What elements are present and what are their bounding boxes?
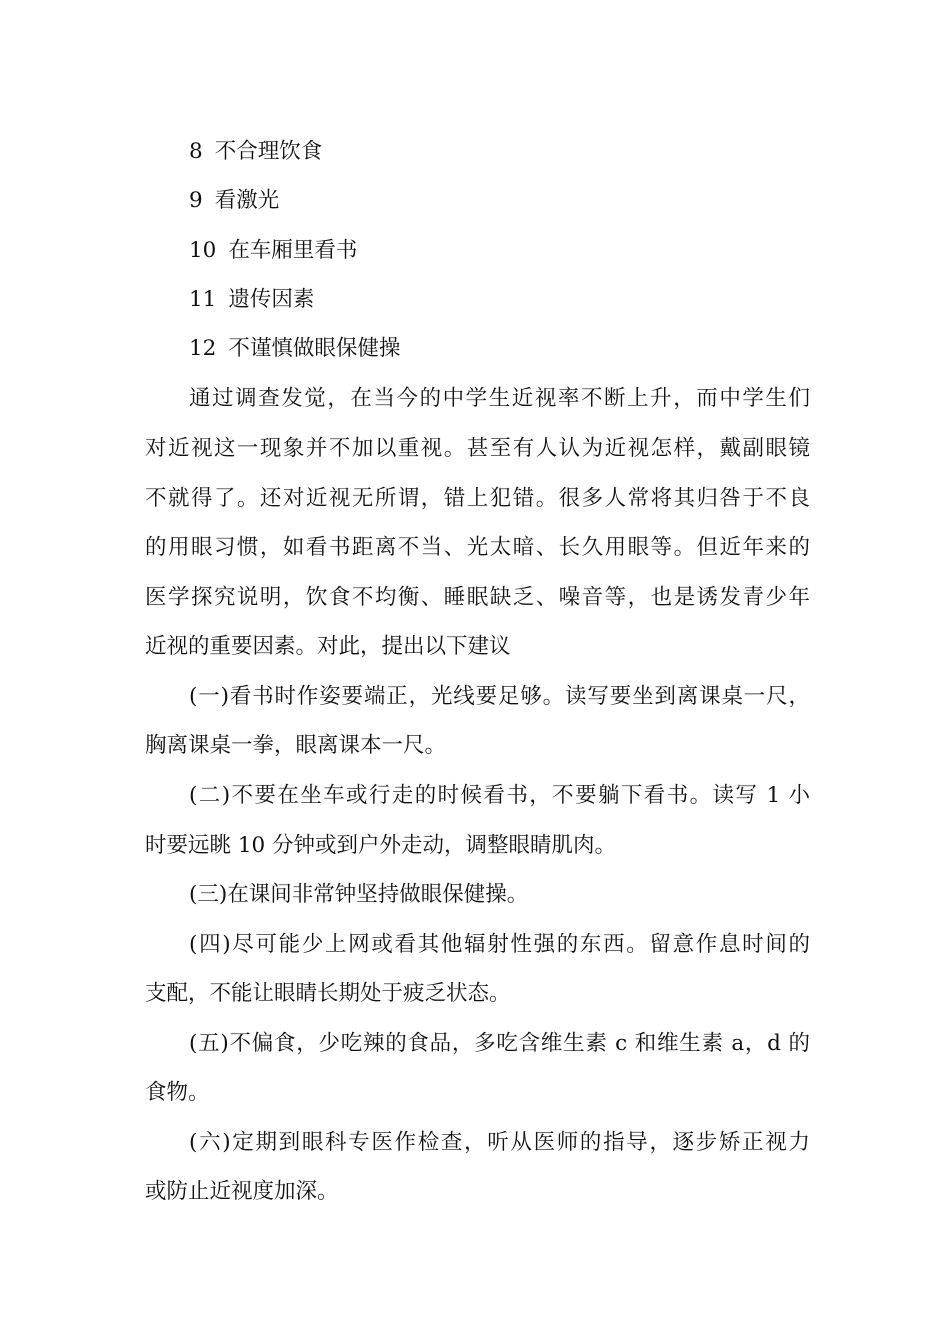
- list-item-text: 在车厢里看书: [228, 238, 358, 263]
- paragraph-line: 通过调查发觉，在当今的中学生近视率不断上升，而中学生们: [189, 386, 810, 411]
- list-item: [189, 334, 810, 364]
- list-item-text: 不合理饮食: [214, 139, 323, 164]
- suggestion-line: (一)看书时作姿要端正，光线要足够。读写要坐到离课桌一尺，: [189, 684, 810, 709]
- suggestion-line: 食物。: [145, 1080, 210, 1105]
- suggestion-line: 时要远眺 10 分钟或到户外走动，调整眼睛肌肉。: [145, 833, 617, 858]
- list-item: [189, 186, 810, 216]
- list-item-number: 9: [189, 188, 203, 213]
- suggestion-line: 胸离课桌一拳，眼离课本一尺。: [145, 733, 447, 758]
- list-item: [189, 285, 810, 315]
- paragraph-line: 对近视这一现象并不加以重视。甚至有人认为近视怎样，戴副眼镜: [145, 436, 810, 461]
- paragraph-line: 医学探究说明，饮食不均衡、睡眠缺乏、噪音等，也是诱发青少年: [145, 585, 810, 610]
- paragraph-line: 的用眼习惯，如看书距离不当、光太暗、长久用眼等。但近年来的: [145, 535, 810, 560]
- paragraph-line: 不就得了。还对近视无所谓，错上犯错。很多人常将其归咎于不良: [145, 486, 810, 511]
- suggestion-line: (六)定期到眼科专医作检查，听从医师的指导，逐步矫正视力: [189, 1130, 810, 1155]
- suggestion-line: (二)不要在坐车或行走的时候看书，不要躺下看书。读写 1 小: [189, 783, 810, 808]
- suggestion-line: (四)尽可能少上网或看其他辐射性强的东西。留意作息时间的: [189, 932, 810, 957]
- list-item-number: 8: [189, 139, 203, 164]
- suggestion-line: 或防止近视度加深。: [145, 1179, 339, 1204]
- list-item-number: 10: [189, 238, 217, 263]
- list-item-text: 不谨慎做眼保健操: [228, 336, 401, 361]
- list-item: [189, 236, 810, 266]
- list-item-text: 看激光: [214, 188, 280, 213]
- list-item-number: 12: [189, 336, 217, 361]
- paragraph-line: 近视的重要因素。对此，提出以下建议: [145, 634, 511, 659]
- suggestion-line: 支配，不能让眼睛长期处于疲乏状态。: [145, 981, 511, 1006]
- suggestion-line: (五)不偏食，少吃辣的食品，多吃含维生素 c 和维生素 a，d 的: [189, 1031, 810, 1056]
- list-item-number: 11: [189, 287, 217, 312]
- list-item-text: 遗传因素: [228, 287, 315, 312]
- list-item: [189, 137, 810, 167]
- suggestion-line: (三)在课间非常钟坚持做眼保健操。: [189, 882, 529, 907]
